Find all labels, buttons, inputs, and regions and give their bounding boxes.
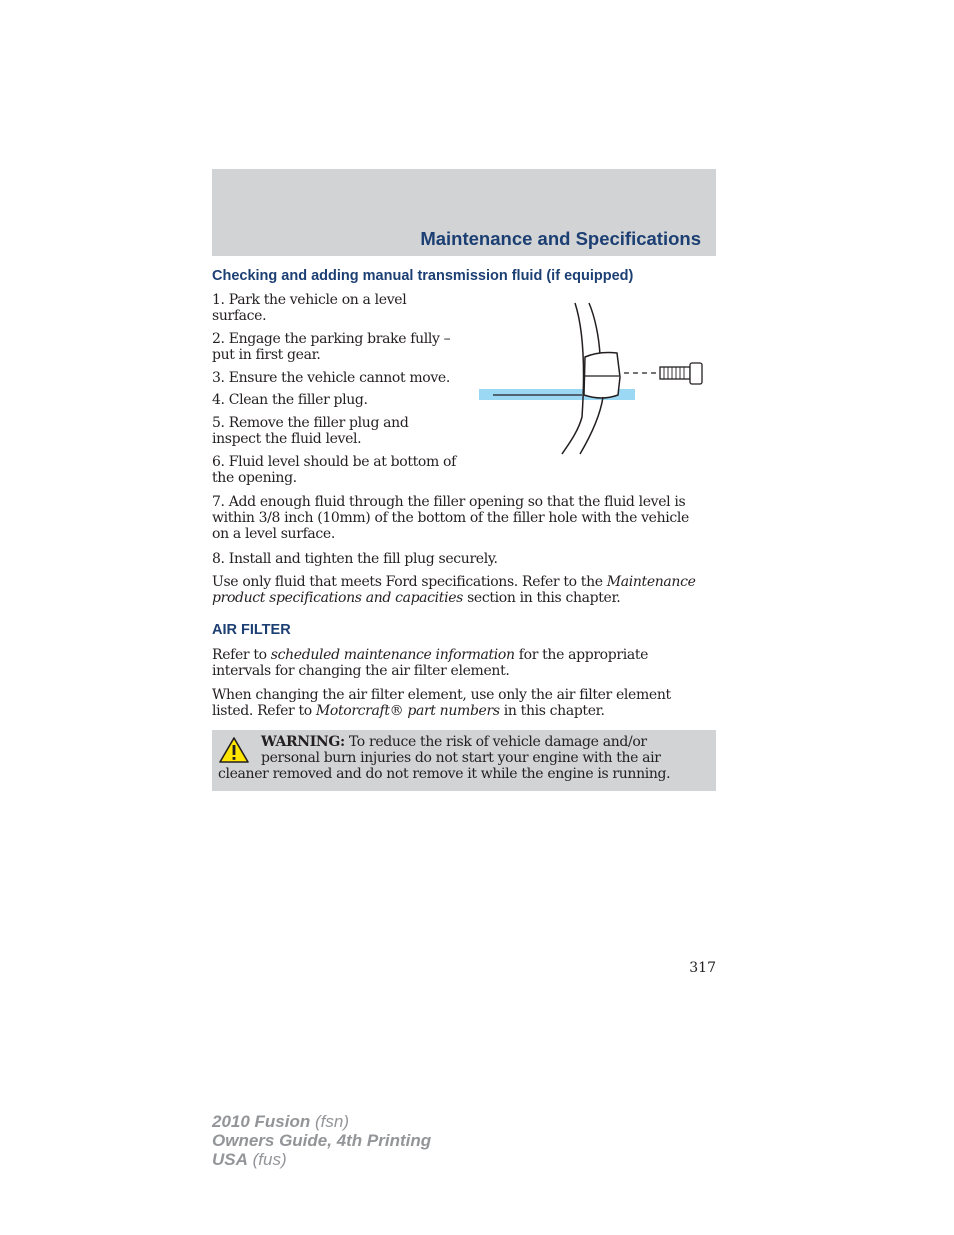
filler-plug-shank-icon bbox=[660, 367, 690, 379]
chapter-header-band bbox=[212, 169, 716, 256]
page-number: 317 bbox=[689, 960, 716, 976]
warning-label: WARNING: bbox=[261, 734, 345, 750]
transmission-fill-plug-illustration bbox=[478, 297, 708, 457]
step-8: 8. Install and tighten the fill plug securely. bbox=[212, 551, 498, 567]
step-5: 5. Remove the filler plug and inspect the fluid level. bbox=[212, 415, 409, 447]
step-4: 4. Clean the filler plug. bbox=[212, 392, 368, 408]
step-2: 2. Engage the parking brake fully – put in first gear. bbox=[212, 331, 451, 363]
warning-text: WARNING: To reduce the risk of vehicle damage and/or personal burn injuries do not start your engine with the air cleaner removed and do not remove it while the engine is running. bbox=[218, 734, 671, 782]
fluid-spec-note: Use only fluid that meets Ford specifications. Refer to the Maintenance product specifications and capacities section in this chapter. bbox=[212, 574, 696, 606]
warning-box bbox=[212, 730, 716, 791]
step-3: 3. Ensure the vehicle cannot move. bbox=[212, 370, 450, 386]
air-filter-paragraph-1: Refer to scheduled maintenance information for the appropriate intervals for changing the air filter element. bbox=[212, 647, 649, 679]
filler-plug-head-icon bbox=[690, 363, 702, 384]
chapter-title: Maintenance and Specifications bbox=[420, 228, 701, 249]
step-6: 6. Fluid level should be at bottom of the opening. bbox=[212, 454, 456, 486]
housing-outer-outline bbox=[562, 303, 584, 454]
step-7: 7. Add enough fluid through the filler opening so that the fluid level is within 3/8 inch (10mm) of the bottom of the filler hole with the vehicle on a level surface. bbox=[212, 494, 689, 542]
filler-boss bbox=[584, 353, 620, 399]
footer-edition-info: 2010 Fusion (fsn) Owners Guide, 4th Printing USA (fus) bbox=[212, 1112, 432, 1169]
housing-lower-outline bbox=[580, 397, 603, 454]
section-heading-air-filter: AIR FILTER bbox=[212, 622, 291, 638]
air-filter-paragraph-2: When changing the air filter element, use only the air filter element listed. Refer to Motorcraft® part numbers in this chapter. bbox=[212, 687, 671, 719]
step-1: 1. Park the vehicle on a level surface. bbox=[212, 292, 407, 324]
housing-inner-outline bbox=[589, 303, 600, 355]
section-heading-transmission-fluid: Checking and adding manual transmission fluid (if equipped) bbox=[212, 268, 634, 284]
